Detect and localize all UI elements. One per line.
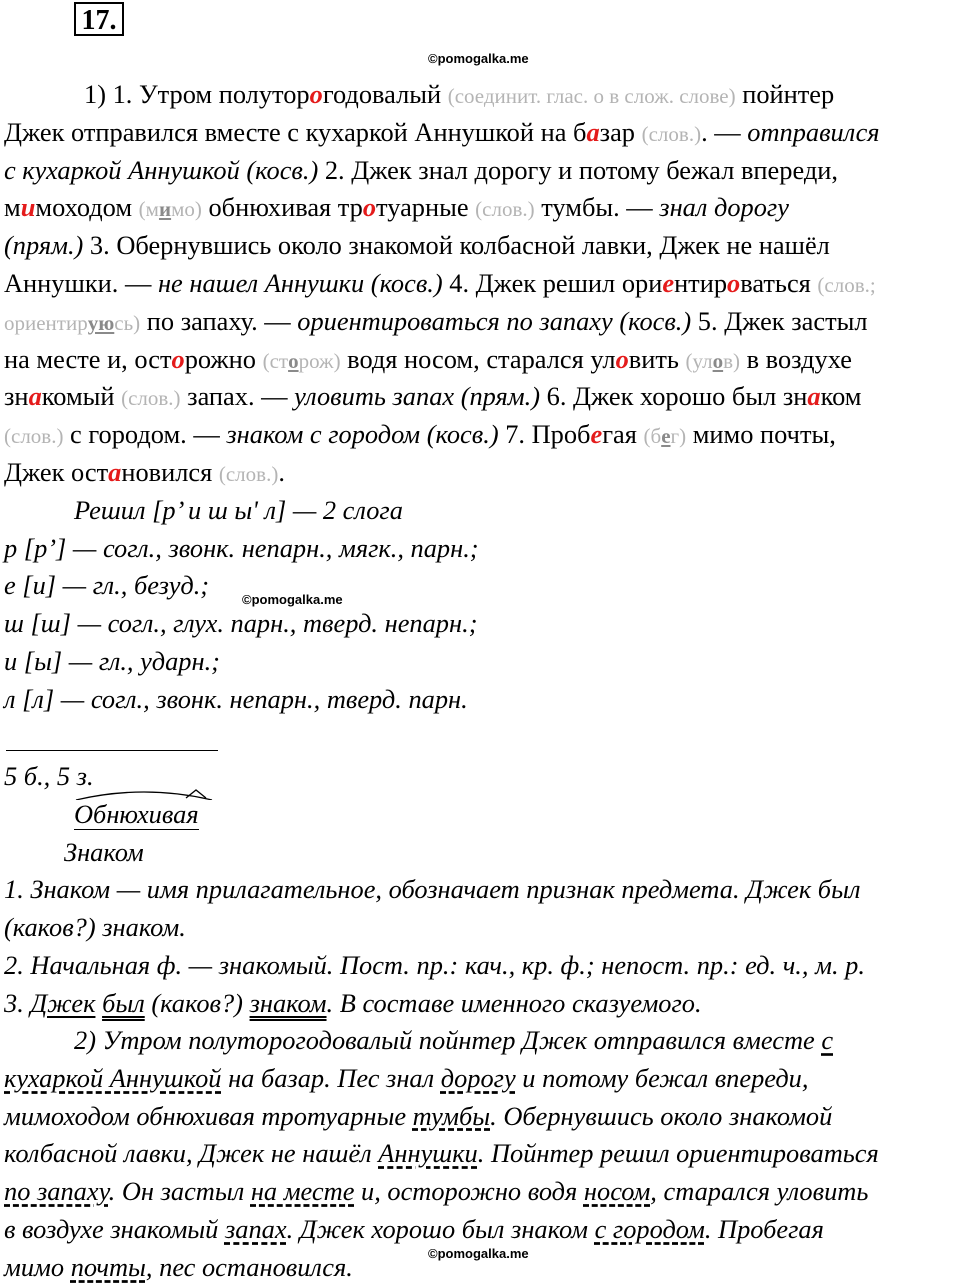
text: . Обернувшись около знакомой	[490, 1100, 833, 1131]
analysis-point: 1. Знаком — имя прилагательное, обозначает признак предмета. Джек был	[4, 874, 861, 905]
part2-line	[4, 1211, 956, 1249]
text: мимо почты,	[686, 419, 836, 450]
highlight-letter: а	[586, 116, 600, 147]
part1-line	[4, 378, 956, 416]
object: почты	[70, 1251, 146, 1282]
divider	[6, 750, 218, 751]
part1-line	[4, 341, 956, 379]
phrase: знал дорогу	[659, 192, 789, 223]
object: на месте	[250, 1176, 355, 1207]
text: водя носом, старался ул	[340, 343, 616, 374]
text: ком	[820, 381, 862, 412]
text: .	[278, 456, 285, 487]
note: (слов.)	[218, 461, 279, 486]
text: вить	[628, 343, 686, 374]
text: рожно	[184, 343, 263, 374]
predicate: был	[102, 987, 145, 1018]
text: годовалый	[322, 79, 448, 109]
text: 4. Джек решил ори	[442, 267, 663, 298]
text: пойнтер	[735, 79, 835, 109]
object: носом	[583, 1176, 651, 1207]
highlight-letter: о	[727, 267, 741, 298]
highlight-letter: а	[108, 456, 122, 487]
phonetic-title: Решил [р’ и ш ы' л] — 2 слога	[74, 494, 403, 525]
text: в воздухе знакомый	[4, 1213, 225, 1244]
text: 7. Проб	[498, 419, 591, 450]
text: с городом. —	[63, 419, 227, 450]
part2-line	[4, 1135, 956, 1173]
text: , пес остановился.	[145, 1251, 353, 1282]
text: зн	[4, 381, 29, 412]
note: (слов.)	[641, 121, 702, 146]
analysis-block	[4, 758, 956, 1023]
highlight-letter: о	[309, 79, 323, 109]
morph-word	[74, 796, 199, 834]
phrase: не нашел Аннушки (косв.)	[157, 267, 443, 298]
text: комый	[41, 381, 122, 412]
subject: Джек	[30, 987, 96, 1018]
highlight-letter: а	[28, 381, 42, 412]
text: . Джек хорошо был знаком	[286, 1213, 595, 1244]
text: нтир	[674, 267, 728, 298]
note: (слов.)	[4, 424, 64, 449]
text: 1) 1. Утром полутор	[84, 79, 310, 109]
phrase: ориентироваться по запаху (косв.)	[297, 305, 692, 336]
text: мимо	[4, 1251, 71, 1282]
text: туарные	[376, 192, 476, 223]
text: зар	[599, 116, 642, 147]
highlight-letter: е	[590, 419, 603, 450]
highlight-letter: а	[807, 381, 821, 412]
morph-word-text: Обнюхивая	[74, 798, 199, 829]
highlight-letter: о	[362, 192, 377, 223]
text: и потому бежал впереди,	[515, 1062, 809, 1093]
text: . Пойнтер решил ориентироваться	[477, 1138, 879, 1169]
text: и, осторожно водя	[354, 1176, 584, 1207]
exercise-number: 17.	[74, 2, 124, 36]
text: запах. —	[180, 381, 295, 412]
text: тумбы. —	[534, 192, 660, 223]
object: с	[821, 1025, 834, 1055]
phrase: знаком с городом (косв.)	[226, 419, 499, 450]
part1-line	[4, 303, 956, 341]
morph-analysis	[4, 796, 956, 834]
note-vowel: е	[661, 424, 671, 449]
note-vowel: о	[288, 348, 299, 373]
phrase: уловить запах (прям.)	[294, 381, 541, 412]
part2-line	[4, 1022, 956, 1060]
object: кухаркой Аннушкой	[4, 1062, 222, 1093]
note: г)	[670, 424, 687, 449]
note: (ст	[262, 348, 289, 373]
note: (слов.;	[817, 272, 876, 297]
text: 5. Джек застыл	[691, 305, 868, 336]
object: Аннушки	[378, 1138, 478, 1169]
phonetic-row: ш [ш] — согл., глух. парн., тверд. непарн.;	[4, 608, 478, 639]
highlight-letter: о	[171, 343, 185, 374]
object: дорогу	[440, 1062, 516, 1093]
phonetic-row: л [л] — согл., звонк. непарн., тверд. парн.	[4, 683, 468, 714]
part2-block	[4, 1022, 956, 1287]
text: , старался уловить	[650, 1176, 869, 1207]
text: м	[4, 192, 21, 223]
text: на месте и, ост	[4, 343, 172, 374]
part1-line	[4, 152, 956, 190]
part1-line	[4, 189, 956, 227]
note: мо)	[171, 197, 202, 222]
analysis-point: 2. Начальная ф. — знакомый. Пост. пр.: кач., кр. ф.; непост. пр.: ед. ч., м. р.	[4, 949, 865, 980]
text: (каков?)	[144, 987, 250, 1018]
text: 3.	[4, 987, 31, 1018]
part2-line	[4, 1060, 956, 1098]
highlight-letter: и	[20, 192, 36, 223]
part1-line	[4, 454, 956, 492]
part2-line	[4, 1173, 956, 1211]
note-vowel: и	[158, 197, 172, 222]
note: (м	[138, 197, 159, 222]
phrase: (прям.)	[4, 230, 84, 261]
part1-line	[4, 114, 956, 152]
highlight-letter: о	[615, 343, 629, 374]
phonetic-row: и [ы] — гл., ударн.;	[4, 645, 220, 676]
watermark-middle: ©pomogalka.me	[242, 592, 343, 607]
phrase: отправился	[747, 116, 880, 147]
part1-line	[4, 76, 956, 114]
watermark-bottom: ©pomogalka.me	[428, 1246, 529, 1261]
text: в воздухе	[740, 343, 852, 374]
note: (слов.)	[121, 386, 181, 411]
note: в)	[723, 348, 741, 373]
note: ориентир	[4, 310, 88, 335]
text: . Пробегая	[704, 1213, 824, 1244]
object: запах	[224, 1213, 287, 1244]
text: на базар. Пес знал	[221, 1062, 441, 1093]
text: Аннушки. —	[4, 267, 158, 298]
phonetic-row: е [и] — гл., безуд.;	[4, 570, 210, 601]
object: с городом	[594, 1213, 705, 1244]
text: мимоходом обнюхивая тротуарные	[4, 1100, 413, 1131]
text: новился	[121, 456, 219, 487]
text: . В составе именного сказуемого.	[326, 987, 702, 1018]
text: обнюхивая тр	[201, 192, 363, 223]
analysis-point	[4, 985, 956, 1023]
part1-line	[4, 416, 956, 454]
text: 2) Утром полуторогодовалый пойнтер Джек отправился вместе	[74, 1025, 822, 1055]
part1-line	[4, 227, 956, 265]
object: по запаху	[4, 1176, 109, 1207]
analysis-word: Знаком	[64, 836, 144, 867]
text: по запаху. —	[140, 305, 298, 336]
object: тумбы	[412, 1100, 491, 1131]
part1-block	[4, 76, 956, 719]
note: рож)	[298, 348, 341, 373]
text: 6. Джек хорошо был зн	[540, 381, 808, 412]
predicate: знаком	[249, 987, 327, 1018]
text: Джек отправился вместе с кухаркой Аннушкой на б	[4, 116, 587, 147]
note: (б	[643, 424, 662, 449]
morph-arc-icon	[74, 788, 214, 800]
text: ваться	[740, 267, 818, 298]
note-vowel: ую	[87, 310, 115, 335]
part1-line	[4, 265, 956, 303]
text: моходом	[35, 192, 139, 223]
note: (ул	[685, 348, 713, 373]
sound-letter-count: 5 б., 5 з.	[4, 761, 94, 791]
part2-line	[4, 1098, 956, 1136]
phonetic-row: р [р’] — согл., звонк. непарн., мягк., парн.;	[4, 532, 479, 563]
text: . —	[701, 116, 748, 147]
text: гая	[602, 419, 644, 450]
text: 2. Джек знал дорогу и потому бежал впереди,	[318, 154, 838, 185]
text: колбасной лавки, Джек не нашёл	[4, 1138, 379, 1169]
note: (слов.)	[475, 197, 535, 222]
text: 3. Обернувшись около знакомой колбасной лавки, Джек не нашёл	[83, 230, 830, 261]
note: сь)	[114, 310, 141, 335]
note: (соединит. глас. о в слож. слове)	[447, 84, 736, 108]
phrase: с кухаркой Аннушкой (косв.)	[4, 154, 319, 185]
highlight-letter: е	[662, 267, 675, 298]
analysis-point: (каков?) знаком.	[4, 912, 186, 943]
note-vowel: о	[712, 348, 724, 373]
part2-line	[4, 1249, 956, 1287]
text: . Он застыл	[108, 1176, 251, 1207]
text: Джек ост	[4, 456, 109, 487]
watermark-top: ©pomogalka.me	[428, 51, 529, 66]
